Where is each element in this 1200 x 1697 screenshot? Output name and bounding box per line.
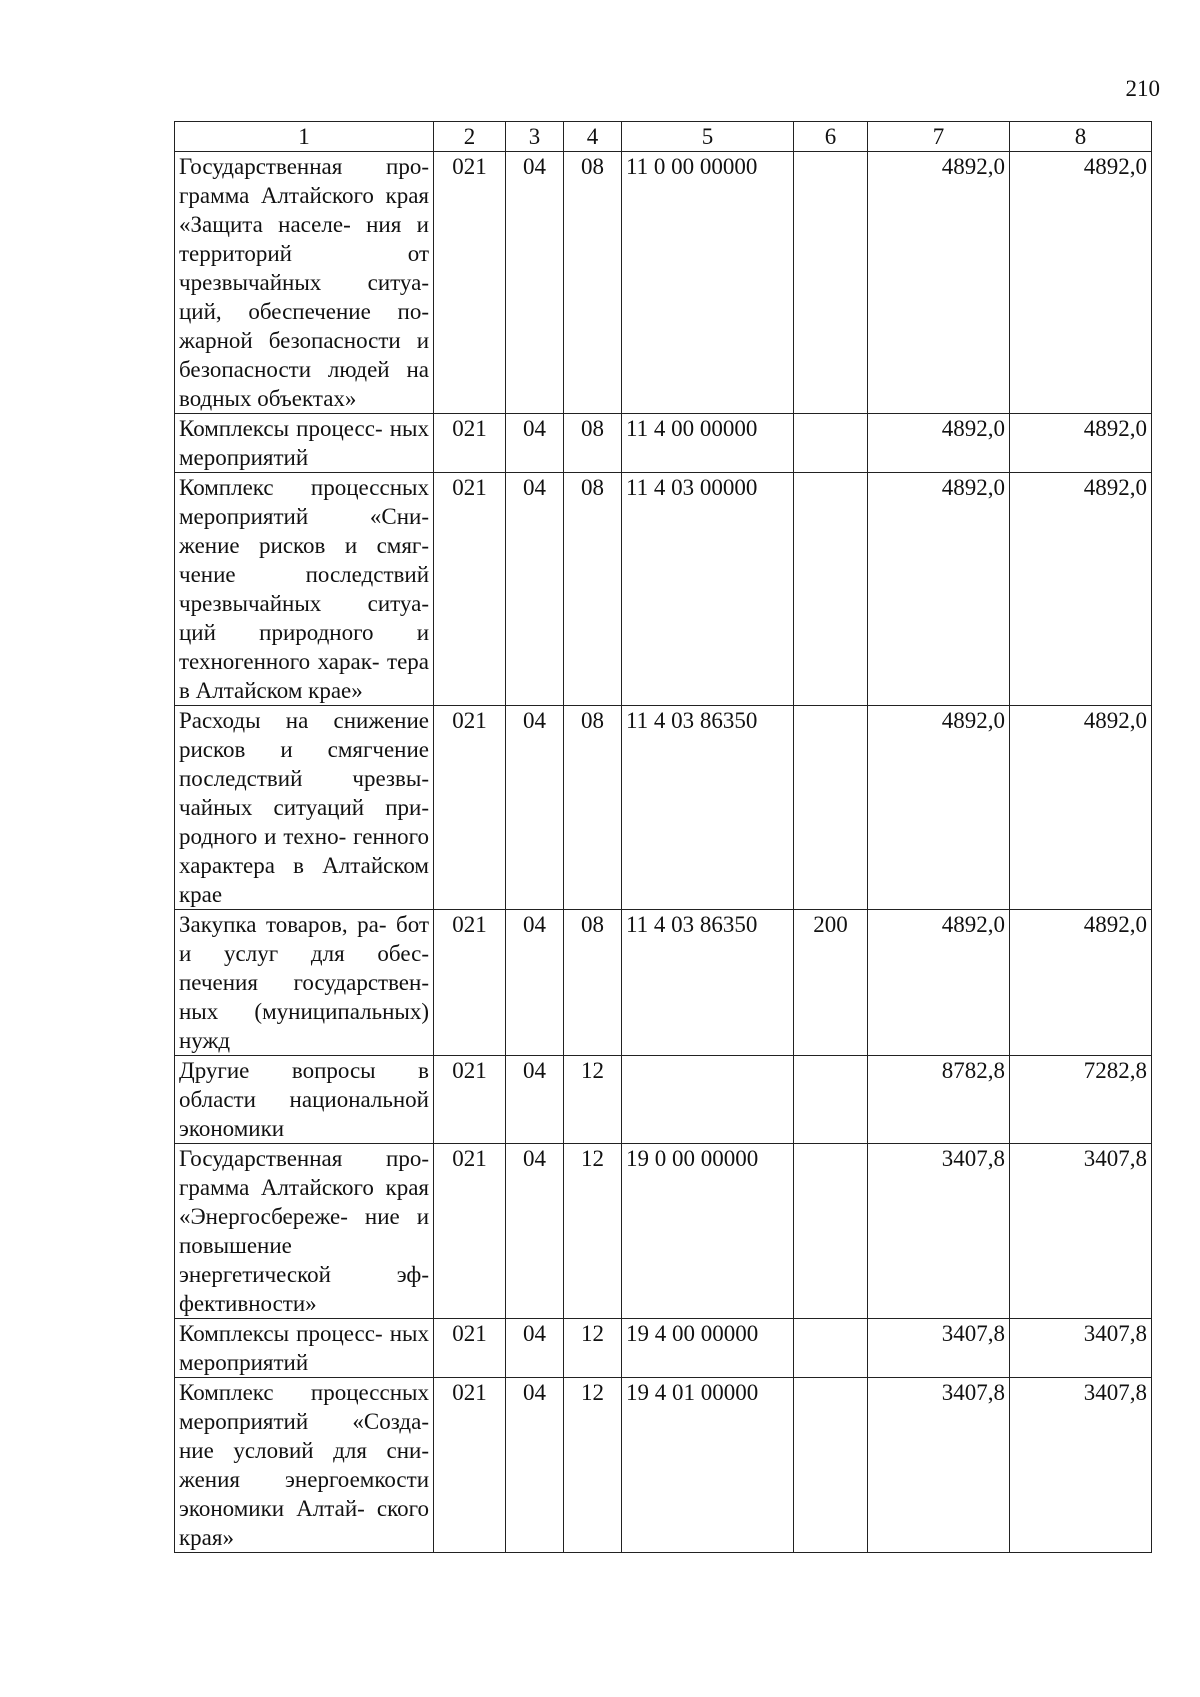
cell-expense-type [794, 1056, 868, 1144]
header-col-8: 8 [1010, 122, 1152, 152]
cell-section-code: 04 [506, 1056, 564, 1144]
table-row [175, 1378, 1152, 1553]
item-name-line: жение рисков и смяг- [179, 533, 429, 558]
cell-expense-type [794, 473, 868, 706]
item-name-line: фективности» [179, 1291, 317, 1316]
cell-amount-year-1: 3407,8 [868, 1378, 1010, 1553]
cell-target-article: 11 0 00 00000 [622, 152, 794, 414]
cell-target-article: 19 4 00 00000 [622, 1319, 794, 1378]
table-row [175, 1144, 1152, 1319]
item-name-line: Комплекс процессных [179, 1380, 429, 1405]
item-name-line: ных мероприятий [179, 1321, 429, 1375]
item-name-line: печения государствен- [179, 970, 429, 995]
header-col-1: 1 [175, 122, 434, 152]
item-name-line: генного характера в [179, 824, 429, 878]
cell-subsection-code: 08 [564, 152, 622, 414]
item-name-line: экономики [179, 1116, 285, 1141]
cell-subsection-code: 08 [564, 473, 622, 706]
item-name-line: ние и повышение [179, 1204, 430, 1258]
cell-amount-year-2: 4892,0 [1010, 473, 1152, 706]
item-name-line: и безопасности людей [179, 328, 430, 382]
cell-target-article: 11 4 03 86350 [622, 706, 794, 910]
table-row [175, 1319, 1152, 1378]
cell-expense-type [794, 152, 868, 414]
cell-amount-year-2: 3407,8 [1010, 1378, 1152, 1553]
item-name-line: Другие вопросы в [179, 1058, 429, 1083]
table-body [175, 152, 1152, 1553]
item-name-line: энергетической эф- [179, 1262, 429, 1287]
cell-item-name [175, 1056, 434, 1144]
cell-item-name [175, 473, 434, 706]
item-name-line: грамма Алтайского [179, 1175, 374, 1200]
item-name-line: Алтайском крае [179, 853, 429, 907]
item-name-line: ных мероприятий [179, 416, 429, 470]
header-col-3: 3 [506, 122, 564, 152]
cell-expense-type [794, 1144, 868, 1319]
item-name-line: на водных объектах» [179, 357, 429, 411]
table-row [175, 1056, 1152, 1144]
cell-section-code: 04 [506, 1144, 564, 1319]
cell-target-article [622, 1056, 794, 1144]
item-name-line: чайных ситуаций при- [179, 795, 429, 820]
cell-amount-year-1: 4892,0 [868, 910, 1010, 1056]
table-row [175, 152, 1152, 414]
cell-section-code: 04 [506, 414, 564, 473]
cell-amount-year-2: 7282,8 [1010, 1056, 1152, 1144]
item-name-line: ние условий для сни- [179, 1438, 429, 1463]
cell-expense-type [794, 706, 868, 910]
cell-ministry-code: 021 [434, 1378, 506, 1553]
header-col-4: 4 [564, 122, 622, 152]
item-name-line: ных (муниципальных) [179, 999, 429, 1024]
cell-ministry-code: 021 [434, 1144, 506, 1319]
cell-subsection-code: 12 [564, 1056, 622, 1144]
item-name-line: края «Защита населе- [179, 183, 429, 237]
item-name-line: Государственная про- [179, 1146, 429, 1171]
cell-expense-type [794, 414, 868, 473]
item-name-line: края «Энергосбереже- [179, 1175, 429, 1229]
item-name-line: Закупка товаров, ра- [179, 912, 387, 937]
cell-section-code: 04 [506, 910, 564, 1056]
item-name-line: рисков и смягчение [179, 737, 429, 762]
cell-expense-type [794, 1378, 868, 1553]
cell-target-article: 19 0 00 00000 [622, 1144, 794, 1319]
cell-item-name [175, 910, 434, 1056]
item-name-line: последствий чрезвы- [179, 766, 429, 791]
item-name-line: ций, обеспечение по- [179, 299, 429, 324]
cell-amount-year-2: 4892,0 [1010, 414, 1152, 473]
cell-item-name [175, 152, 434, 414]
item-name-line: Комплексы процесс- [179, 1321, 383, 1346]
cell-subsection-code: 08 [564, 706, 622, 910]
cell-section-code: 04 [506, 473, 564, 706]
budget-table [174, 121, 1152, 1553]
item-name-line: области национальной [179, 1087, 429, 1112]
cell-subsection-code: 12 [564, 1144, 622, 1319]
header-row [175, 122, 1152, 152]
item-name-line: грамма Алтайского [179, 183, 374, 208]
item-name-line: техногенного харак- [179, 649, 380, 674]
table-row [175, 910, 1152, 1056]
item-name-line: жения энергоемкости [179, 1467, 429, 1492]
item-name-line: Расходы на снижение [179, 708, 429, 733]
item-name-line: ского края» [179, 1496, 429, 1550]
cell-amount-year-1: 3407,8 [868, 1319, 1010, 1378]
cell-ministry-code: 021 [434, 1056, 506, 1144]
item-name-line: нужд [179, 1028, 231, 1053]
header-col-2: 2 [434, 122, 506, 152]
cell-section-code: 04 [506, 706, 564, 910]
cell-subsection-code: 12 [564, 1319, 622, 1378]
cell-amount-year-1: 4892,0 [868, 473, 1010, 706]
cell-target-article: 11 4 00 00000 [622, 414, 794, 473]
cell-expense-type: 200 [794, 910, 868, 1056]
item-name-line: бот и услуг для обес- [179, 912, 429, 966]
cell-item-name [175, 1319, 434, 1378]
cell-subsection-code: 08 [564, 910, 622, 1056]
item-name-line: тера в Алтайском [179, 649, 429, 703]
cell-expense-type [794, 1319, 868, 1378]
cell-ministry-code: 021 [434, 473, 506, 706]
cell-amount-year-1: 4892,0 [868, 152, 1010, 414]
cell-amount-year-2: 3407,8 [1010, 1319, 1152, 1378]
cell-ministry-code: 021 [434, 414, 506, 473]
cell-amount-year-2: 3407,8 [1010, 1144, 1152, 1319]
cell-ministry-code: 021 [434, 152, 506, 414]
cell-ministry-code: 021 [434, 706, 506, 910]
item-name-line: Государственная про- [179, 154, 429, 179]
cell-amount-year-1: 4892,0 [868, 706, 1010, 910]
cell-amount-year-1: 8782,8 [868, 1056, 1010, 1144]
item-name-line: Комплекс процессных [179, 475, 429, 500]
item-name-line: крае» [308, 678, 363, 703]
item-name-line: ния и территорий от [179, 212, 429, 266]
table-row [175, 414, 1152, 473]
table-row [175, 706, 1152, 910]
item-name-line: мероприятий «Сни- [179, 504, 429, 529]
table-row [175, 473, 1152, 706]
cell-target-article: 11 4 03 86350 [622, 910, 794, 1056]
cell-ministry-code: 021 [434, 1319, 506, 1378]
item-name-line: чрезвычайных ситуа- [179, 591, 429, 616]
cell-subsection-code: 12 [564, 1378, 622, 1553]
cell-target-article: 11 4 03 00000 [622, 473, 794, 706]
item-name-line: чение последствий [179, 562, 429, 587]
item-name-line: мероприятий «Созда- [179, 1409, 429, 1434]
cell-section-code: 04 [506, 152, 564, 414]
cell-section-code: 04 [506, 1378, 564, 1553]
item-name-line: экономики Алтай- [179, 1496, 365, 1521]
cell-item-name [175, 1144, 434, 1319]
cell-item-name [175, 1378, 434, 1553]
item-name-line: Комплексы процесс- [179, 416, 383, 441]
cell-amount-year-2: 4892,0 [1010, 152, 1152, 414]
cell-item-name [175, 414, 434, 473]
table-header [175, 122, 1152, 152]
cell-amount-year-1: 3407,8 [868, 1144, 1010, 1319]
item-name-line: жарной безопасности [179, 328, 401, 353]
header-col-5: 5 [622, 122, 794, 152]
header-col-6: 6 [794, 122, 868, 152]
cell-target-article: 19 4 01 00000 [622, 1378, 794, 1553]
cell-amount-year-1: 4892,0 [868, 414, 1010, 473]
header-col-7: 7 [868, 122, 1010, 152]
cell-section-code: 04 [506, 1319, 564, 1378]
cell-subsection-code: 08 [564, 414, 622, 473]
cell-item-name [175, 706, 434, 910]
item-name-line: ций природного и [179, 620, 429, 645]
item-name-line: чрезвычайных ситуа- [179, 270, 429, 295]
cell-amount-year-2: 4892,0 [1010, 706, 1152, 910]
page-number: 210 [1125, 76, 1160, 101]
cell-amount-year-2: 4892,0 [1010, 910, 1152, 1056]
item-name-line: родного и техно- [179, 824, 347, 849]
cell-ministry-code: 021 [434, 910, 506, 1056]
